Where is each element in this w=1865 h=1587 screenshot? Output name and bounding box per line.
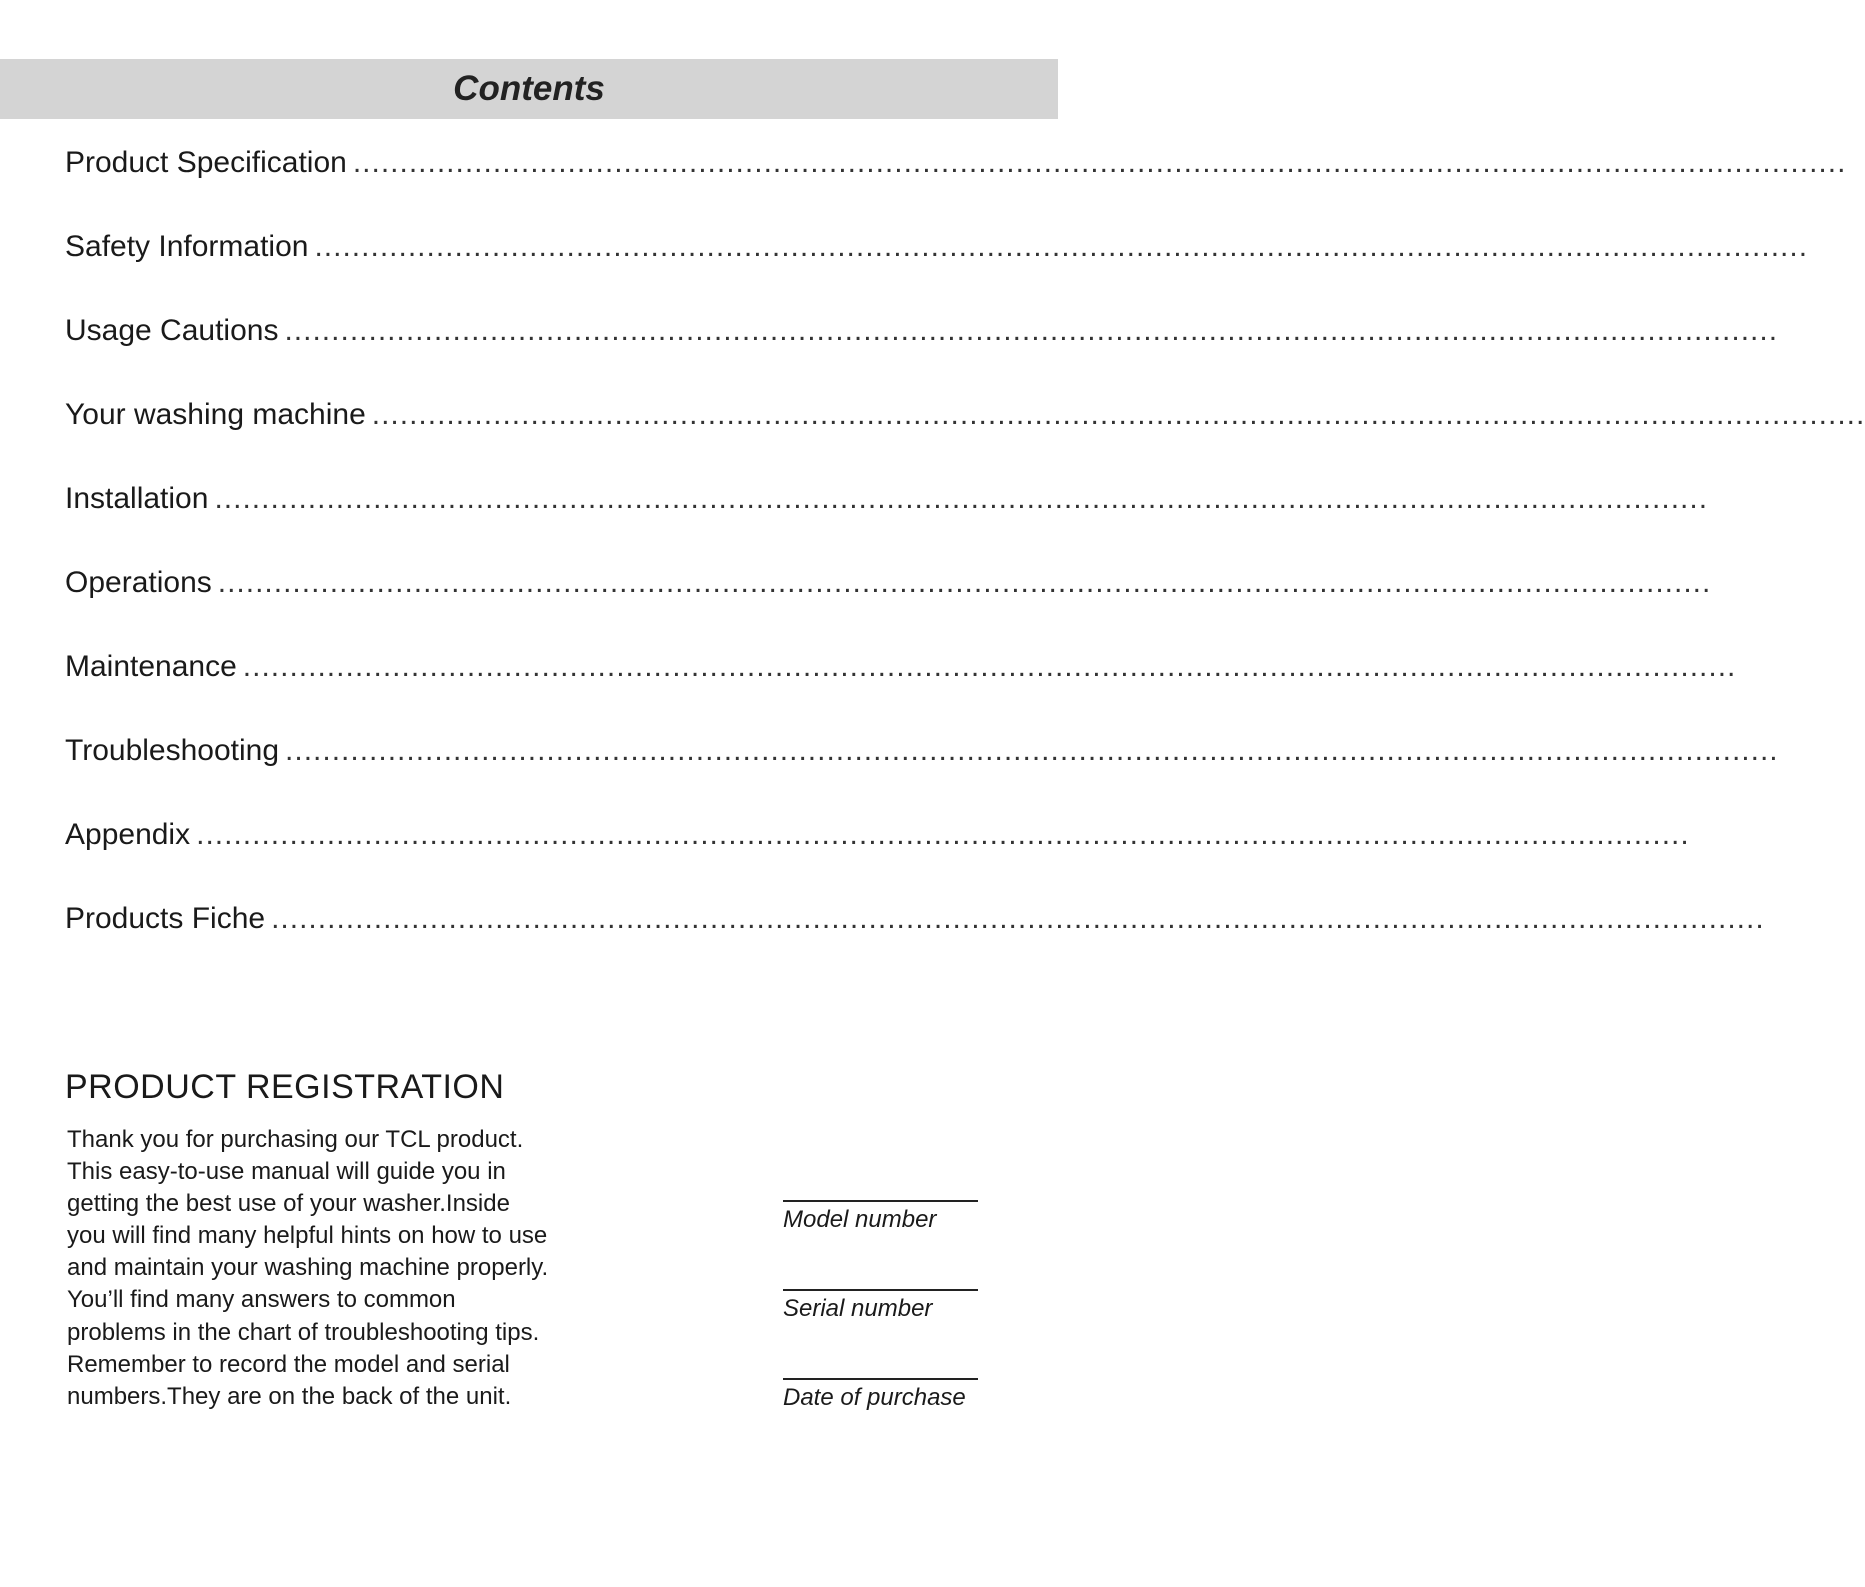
toc-leader-dots: ................................................................................................................................................................ xyxy=(284,314,1779,347)
toc-item-label: Product Specification xyxy=(65,146,347,179)
registration-line: getting the best use of your washer.Inside xyxy=(67,1190,510,1218)
toc-item-label: Your washing machine xyxy=(65,398,366,431)
toc-leader-dots: ................................................................................................................................................................ xyxy=(285,734,1779,767)
model-number-field[interactable] xyxy=(783,1200,993,1234)
toc-item-maintenance[interactable] xyxy=(65,650,1737,734)
toc-item-operations[interactable] xyxy=(65,566,1712,650)
serial-number-line[interactable] xyxy=(783,1289,978,1291)
date-of-purchase-line[interactable] xyxy=(783,1378,978,1380)
toc-item-label: Installation xyxy=(65,482,209,515)
model-number-label: Model number xyxy=(783,1206,937,1233)
page-title: Contents xyxy=(453,69,605,108)
toc-item-your-washing-machine[interactable] xyxy=(65,398,1865,482)
toc-item-products-fiche[interactable] xyxy=(65,902,1765,986)
registration-paragraph xyxy=(67,1124,647,1413)
toc-item-label: Maintenance xyxy=(65,650,237,683)
registration-line: problems in the chart of troubleshooting tips. xyxy=(67,1318,540,1346)
toc-item-label: Usage Cautions xyxy=(65,314,279,347)
serial-number-label: Serial number xyxy=(783,1295,933,1322)
registration-line: you will find many helpful hints on how to use xyxy=(67,1222,548,1250)
toc-item-label: Troubleshooting xyxy=(65,734,280,767)
toc-item-product-specification[interactable] xyxy=(65,146,1847,230)
registration-line: Remember to record the model and serial xyxy=(67,1350,510,1378)
toc-item-safety-information[interactable] xyxy=(65,230,1809,314)
toc-item-label: Products Fiche xyxy=(65,902,266,935)
registration-line: numbers.They are on the back of the unit. xyxy=(67,1382,512,1410)
toc-item-troubleshooting[interactable] xyxy=(65,734,1779,818)
model-number-line[interactable] xyxy=(783,1200,978,1202)
toc-leader-dots: ................................................................................................................................................................ xyxy=(314,230,1809,263)
toc-leader-dots: ................................................................................................................................................................ xyxy=(352,146,1847,179)
toc-item-label: Safety Information xyxy=(65,230,309,263)
registration-line: This easy-to-use manual will guide you in xyxy=(67,1158,506,1186)
toc-item-installation[interactable] xyxy=(65,482,1709,566)
toc-item-usage-cautions[interactable] xyxy=(65,314,1779,398)
toc-item-label: Appendix xyxy=(65,818,191,851)
serial-number-field[interactable] xyxy=(783,1289,993,1323)
toc-leader-dots: ................................................................................................................................................................ xyxy=(196,818,1690,851)
registration-line: Thank you for purchasing our TCL product. xyxy=(67,1126,524,1153)
toc-leader-dots: ................................................................................................................................................................ xyxy=(214,482,1709,515)
table-of-contents xyxy=(65,146,1865,986)
toc-item-label: Operations xyxy=(65,566,212,599)
toc-leader-dots: ................................................................................................................................................................ xyxy=(271,902,1765,935)
registration-line: You’ll find many answers to common xyxy=(67,1286,456,1314)
registration-title: PRODUCT REGISTRATION xyxy=(65,1068,505,1106)
toc-leader-dots: ................................................................................................................................................................ xyxy=(242,650,1737,683)
registration-line: and maintain your washing machine properly. xyxy=(67,1254,549,1282)
toc-leader-dots: ................................................................................................................................................................ xyxy=(217,566,1712,599)
date-of-purchase-field[interactable] xyxy=(783,1378,993,1412)
date-of-purchase-label: Date of purchase xyxy=(783,1384,966,1411)
toc-item-appendix[interactable] xyxy=(65,818,1690,902)
contents-header xyxy=(0,59,1058,119)
toc-leader-dots: ................................................................................................................................................................ xyxy=(371,398,1865,431)
